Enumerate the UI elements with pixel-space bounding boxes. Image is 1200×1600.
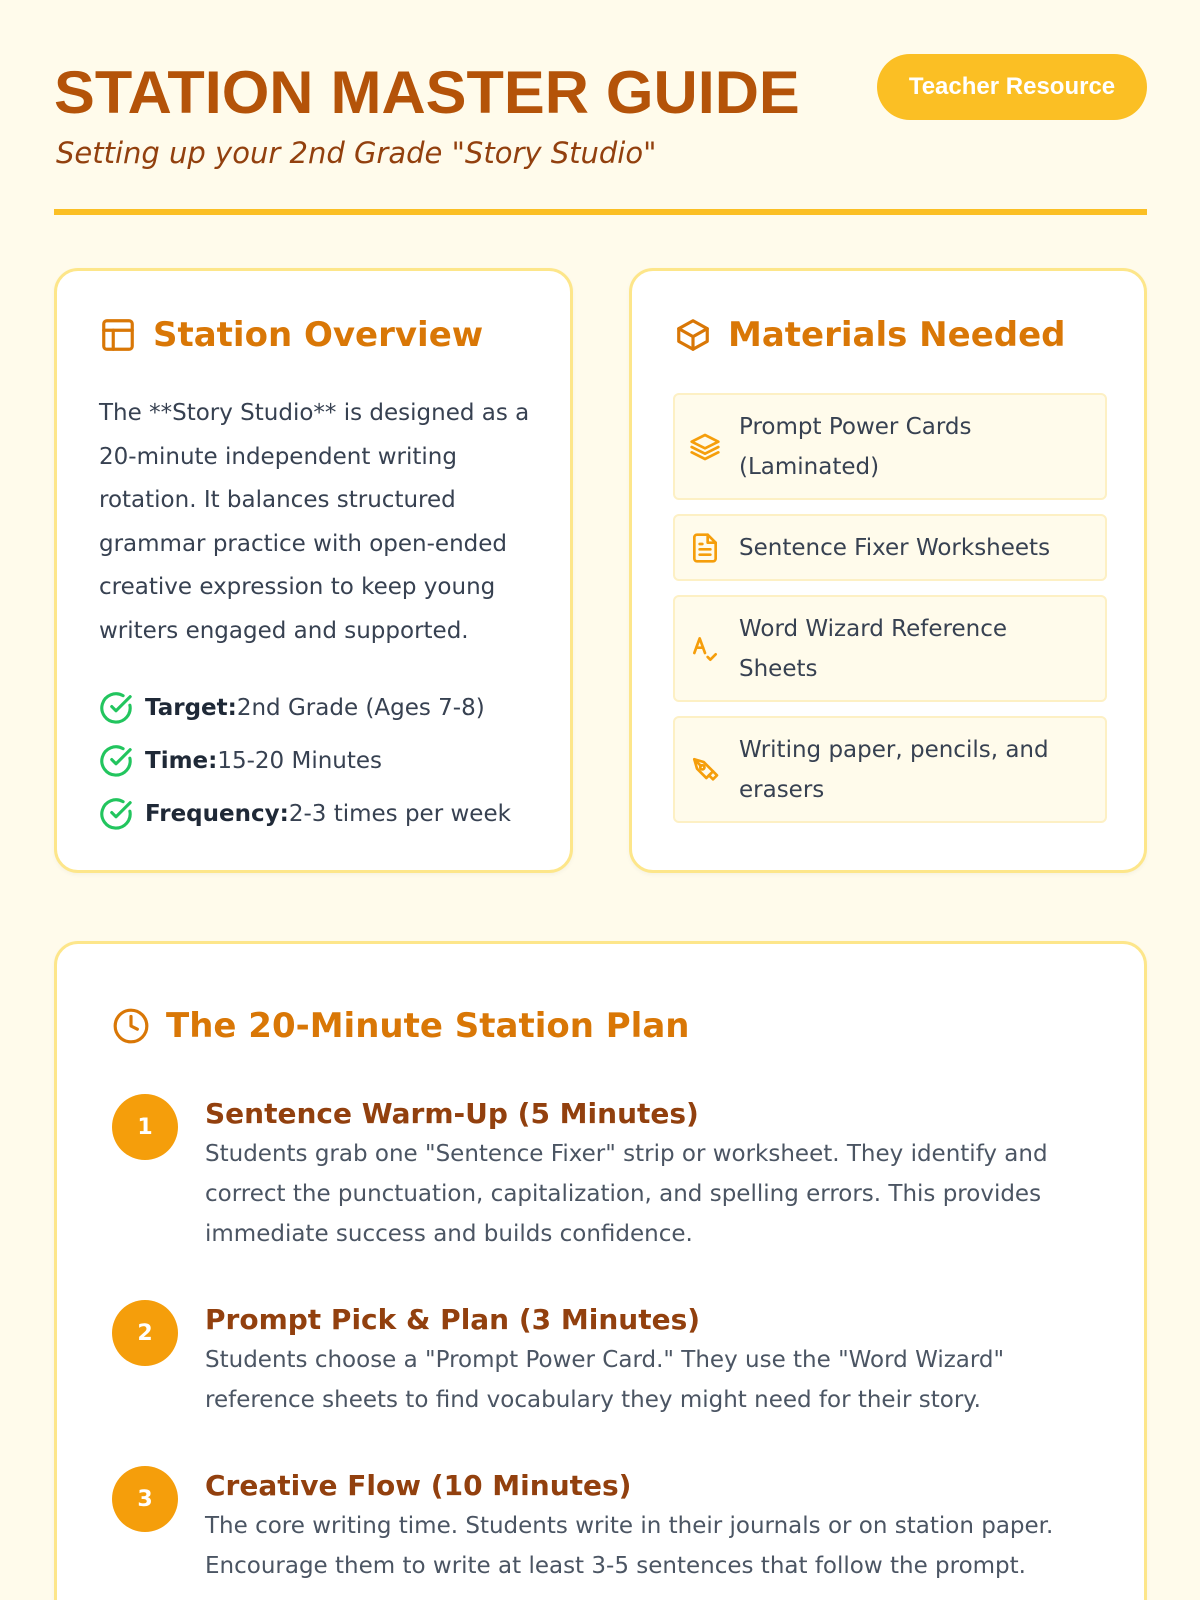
page-subtitle: Setting up your 2nd Grade "Story Studio" <box>56 136 657 170</box>
step-title: Creative Flow (10 Minutes) <box>205 1469 632 1502</box>
fact-label: Frequency: <box>145 800 289 827</box>
plan-step <box>112 1094 1102 1300</box>
material-label: Writing paper, pencils, and erasers <box>739 736 1049 803</box>
layers-icon <box>689 431 721 463</box>
step-title: Prompt Pick & Plan (3 Minutes) <box>205 1303 701 1336</box>
page-title: STATION MASTER GUIDE <box>54 59 800 126</box>
pen-tool-icon <box>689 754 721 786</box>
materials-title: Materials Needed <box>728 315 1066 355</box>
fact-label: Target: <box>145 694 237 721</box>
material-item <box>673 393 1107 500</box>
fact-time <box>99 734 511 787</box>
step-description: The core writing time. Students write in their journals or on station paper. Encourage them to write at least 3-5 sentences that follow the prompt. <box>205 1513 1054 1579</box>
station-plan-heading <box>112 1006 689 1046</box>
station-overview-heading <box>99 315 483 355</box>
plan-step <box>112 1466 1102 1600</box>
fact-frequency <box>99 787 511 840</box>
step-number: 2 <box>112 1300 178 1366</box>
plan-steps <box>112 1094 1102 1600</box>
materials-list <box>673 393 1107 837</box>
page <box>54 0 1147 1579</box>
materials-heading <box>674 315 1066 355</box>
fact-target <box>99 681 511 734</box>
station-overview-title: Station Overview <box>153 315 484 355</box>
check-circle-icon <box>99 797 133 831</box>
station-overview-text: The **Story Studio** is designed as a 20-minute independent writing rotation. It balances structured grammar practice with open-ended creative expression to keep young writers engaged and supported. <box>99 400 530 644</box>
step-title: Sentence Warm-Up (5 Minutes) <box>205 1097 699 1130</box>
material-item <box>673 595 1107 702</box>
material-label: Word Wizard Reference Sheets <box>739 615 1008 682</box>
step-number: 1 <box>112 1094 178 1160</box>
station-facts-list <box>99 681 511 840</box>
material-label: Prompt Power Cards (Laminated) <box>739 413 972 480</box>
step-description: Students choose a "Prompt Power Card." They use the "Word Wizard" reference sheets to find vocabulary they might need for their story. <box>205 1347 1005 1413</box>
material-item <box>673 514 1107 581</box>
fact-value: 2-3 times per week <box>288 800 511 827</box>
fact-label: Time: <box>145 747 218 774</box>
step-description: Students grab one "Sentence Fixer" strip or worksheet. They identify and correct the punctuation, capitalization, and spelling errors. This provides immediate success and builds confidence. <box>205 1141 1048 1247</box>
teacher-resource-badge: Teacher Resource <box>877 54 1147 120</box>
document-icon <box>689 532 721 564</box>
materials-card <box>629 268 1147 873</box>
clock-icon <box>112 1007 150 1045</box>
station-plan-card <box>54 941 1147 1600</box>
material-label: Sentence Fixer Worksheets <box>739 534 1051 561</box>
check-circle-icon <box>99 691 133 725</box>
station-plan-title: The 20-Minute Station Plan <box>166 1006 690 1046</box>
fact-value: 15-20 Minutes <box>217 747 383 774</box>
package-icon <box>674 316 712 354</box>
page-header <box>54 0 1147 215</box>
fact-value: 2nd Grade (Ages 7-8) <box>236 694 485 721</box>
spell-check-icon <box>689 633 721 665</box>
station-overview-card <box>54 268 573 873</box>
layout-icon <box>99 316 137 354</box>
check-circle-icon <box>99 744 133 778</box>
step-number: 3 <box>112 1466 178 1532</box>
material-item <box>673 716 1107 823</box>
plan-step <box>112 1300 1102 1466</box>
